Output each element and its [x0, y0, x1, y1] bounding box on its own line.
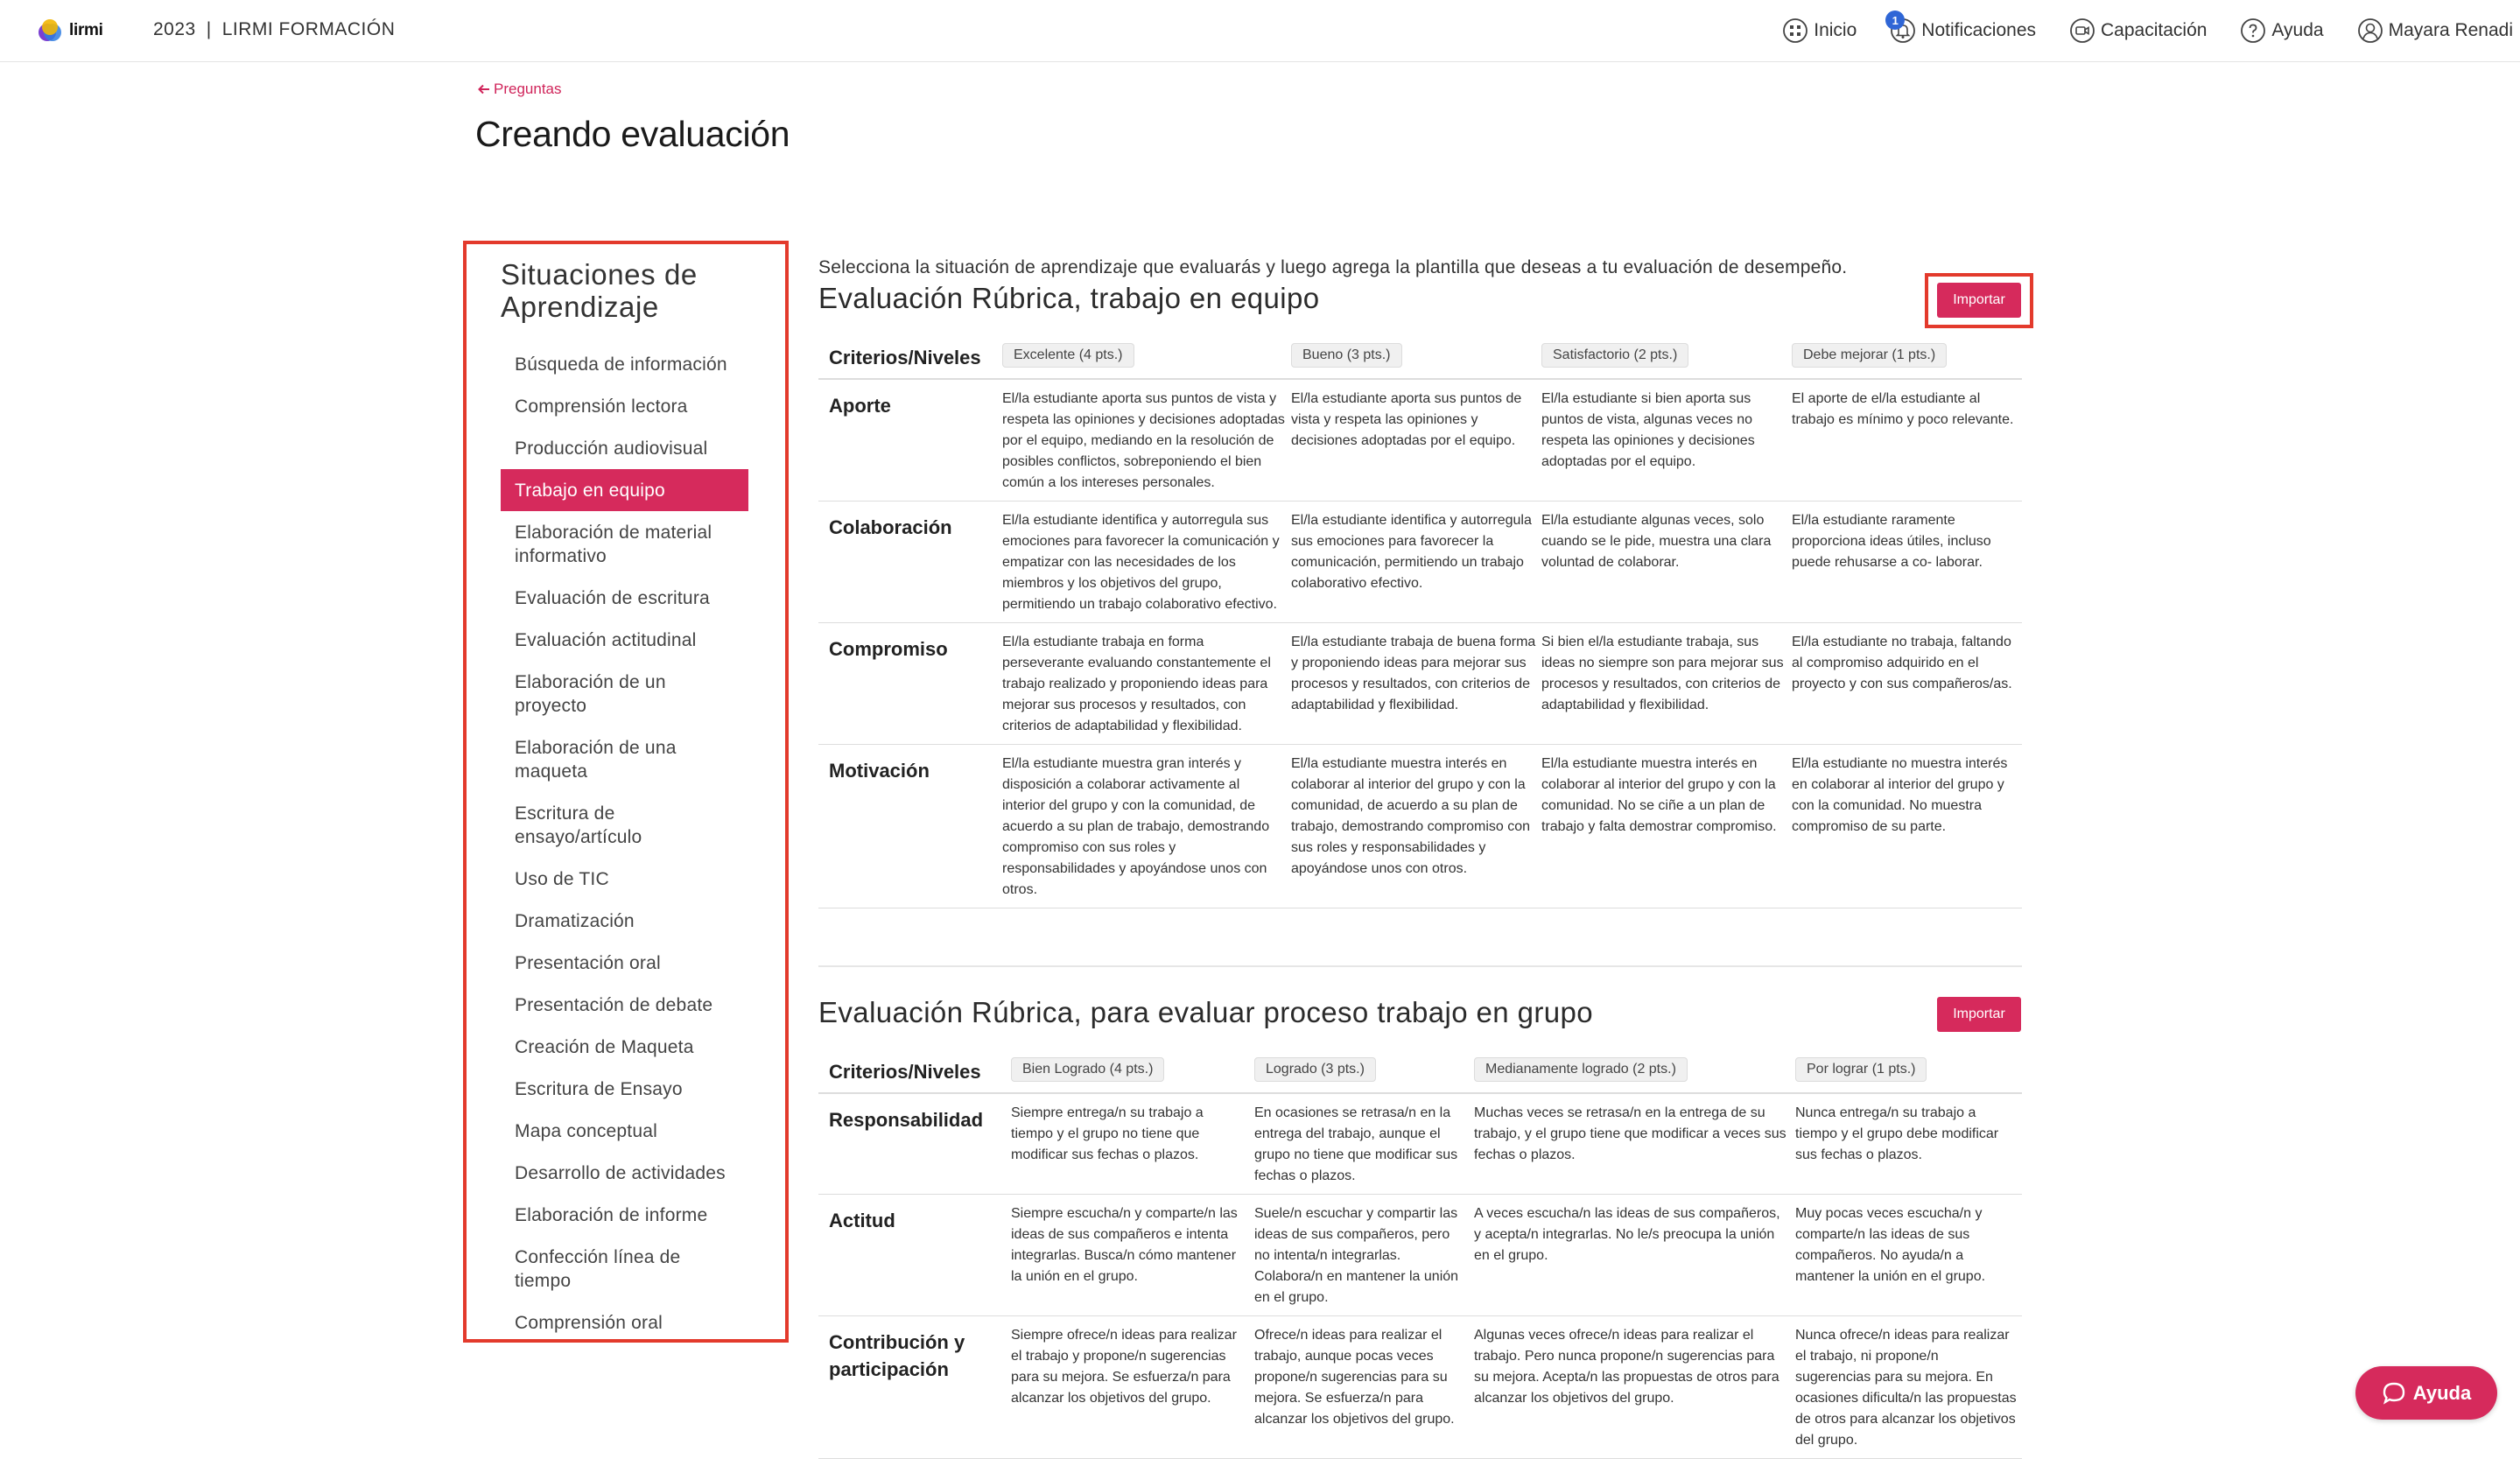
table-row: [818, 1093, 2022, 1195]
rubric-cell: El/la estudiante trabaja de buena forma y proponiendo ideas para mejorar sus procesos y resultados, con criterios de adaptabilidad y flexibilidad.: [1291, 623, 1541, 745]
level-header: [1795, 1057, 2022, 1093]
lirmi-logo[interactable]: [37, 16, 103, 46]
sidebar-list: [501, 343, 748, 1343]
sidebar-item[interactable]: Elaboración de informe: [515, 1205, 708, 1225]
rubric-cell: El/la estudiante muestra gran interés y disposición a colaborar activamente al interior del grupo y con la comunidad, de acuerdo a su plan de trabajo, demostrando compromiso con sus roles y responsabilidades y apoyándose unos con otros.: [1002, 745, 1291, 908]
notification-count-badge: 1: [1885, 11, 1905, 30]
rubric-cell: El/la estudiante identifica y autorregula sus emociones para favorecer la comunicación y empatizar con las necesidades de los miembros y los objetivos del grupo, permitiendo un trabajo colaborativo efectivo.: [1002, 502, 1291, 623]
nav-capacitacion-label: Capacitación: [2101, 20, 2208, 40]
rubric-cell: Algunas veces ofrece/n ideas para realizar el trabajo. Pero nunca propone/n sugerencias para su mejora. Acepta/n las propuestas de otros para alcanzar los objetivos del grupo.: [1474, 1316, 1795, 1459]
rubric-cell: El/la estudiante aporta sus puntos de vista y respeta las opiniones y decisiones adoptadas por el equipo, mediando en la resolución de posibles conflictos, sobreponiendo el bien común a los intereses personales.: [1002, 379, 1291, 502]
sidebar-item[interactable]: Evaluación actitudinal: [515, 630, 697, 650]
level-header: [1291, 343, 1541, 379]
sidebar-item[interactable]: Mapa conceptual: [515, 1121, 657, 1141]
nav-ayuda[interactable]: [2240, 18, 2323, 44]
video-icon: [2069, 18, 2095, 44]
rubric-header-row: [818, 1057, 2022, 1093]
grid-icon: [1782, 18, 1808, 44]
rubric-cell: El aporte de el/la estudiante al trabajo es mínimo y poco relevante.: [1792, 379, 2022, 502]
rubric-title: Evaluación Rúbrica, trabajo en equipo: [818, 282, 1320, 314]
sidebar-item[interactable]: Confección línea de tiempo: [515, 1247, 681, 1291]
sidebar-item[interactable]: Elaboración de una maqueta: [515, 738, 677, 782]
nav-inicio-label: Inicio: [1814, 20, 1857, 40]
rubric-header-row: [818, 343, 2022, 379]
help-chat-label: Ayuda: [2412, 1381, 2472, 1404]
help-chat-button[interactable]: [2355, 1366, 2497, 1420]
rubric-cell: Suele/n escuchar y compartir las ideas de sus compañeros, pero no intenta/n integrarlas. Colabora/n en mantener la unión en el grupo.: [1254, 1195, 1474, 1316]
org-breadcrumb: [153, 19, 395, 40]
level-pill: Excelente (4 pts.): [1002, 343, 1134, 368]
sidebar-item[interactable]: Elaboración de material informativo: [515, 523, 712, 566]
learning-situations-sidebar: [463, 241, 789, 1343]
user-name: Mayara Renadi: [2388, 20, 2513, 40]
back-link-preguntas[interactable]: [477, 81, 562, 98]
sidebar-item[interactable]: Búsqueda de información: [515, 354, 727, 375]
sidebar-item[interactable]: Producción audiovisual: [515, 438, 708, 459]
rubric-cell: Si bien el/la estudiante trabaja, sus ideas no siempre son para mejorar sus procesos y resultados, con criterios de adaptabilidad y flexibilidad.: [1541, 623, 1792, 745]
level-header: [1011, 1057, 1254, 1093]
rubric-cell: Siempre ofrece/n ideas para realizar el trabajo y propone/n sugerencias para su mejora. Se esfuerza/n para alcanzar los objetivos del grupo.: [1011, 1316, 1254, 1459]
nav-inicio[interactable]: [1782, 18, 1857, 44]
sidebar-item[interactable]: Dramatización: [515, 911, 635, 931]
rubric-cell: Muy pocas veces escucha/n y comparte/n las ideas de sus compañeros. No ayuda/n a mantener la unión en el grupo.: [1795, 1195, 2022, 1316]
rubric-cell: El/la estudiante algunas veces, solo cuando se le pide, muestra una clara voluntad de colaborar.: [1541, 502, 1792, 623]
level-header: [1541, 343, 1792, 379]
breadcrumb-separator: |: [206, 19, 212, 39]
logo-text: lirmi: [69, 21, 103, 39]
nav-user-menu[interactable]: [2357, 18, 2513, 44]
rubric-cell: El/la estudiante no trabaja, faltando al compromiso adquirido en el proyecto y con sus compañeros/as.: [1792, 623, 2022, 745]
chat-bubble-icon: [2382, 1381, 2406, 1406]
sidebar-item[interactable]: Presentación de debate: [515, 995, 713, 1015]
sidebar-item[interactable]: Creación de Maqueta: [515, 1037, 694, 1057]
level-pill: Debe mejorar (1 pts.): [1792, 343, 1947, 368]
sidebar-item[interactable]: Evaluación de escritura: [515, 588, 710, 608]
sidebar-title: Situaciones de Aprendizaje: [501, 258, 698, 323]
intro-text: Selecciona la situación de aprendizaje que evaluarás y luego agrega la plantilla que deseas a tu evaluación de desempeño.: [818, 257, 1848, 277]
rubric-cell: Muchas veces se retrasa/n en la entrega de su trabajo, y el grupo tiene que modificar a veces sus fechas o plazos.: [1474, 1093, 1795, 1195]
top-bar: [0, 0, 2520, 62]
criterion-label: Compromiso: [818, 623, 1002, 745]
criterion-label: Aporte: [818, 379, 1002, 502]
criteria-header: Criterios/Niveles: [818, 343, 1002, 379]
table-row: [818, 379, 2022, 502]
criteria-header: Criterios/Niveles: [818, 1057, 1011, 1093]
rubric-table: [818, 343, 2022, 908]
sidebar-item[interactable]: Escritura de Ensayo: [515, 1079, 683, 1099]
nav-capacitacion[interactable]: [2069, 18, 2207, 44]
criterion-label: Contribución y participación: [818, 1316, 1011, 1459]
rubric-cell: Nunca ofrece/n ideas para realizar el trabajo, ni propone/n sugerencias para su mejora. En ocasiones dificulta/n las propuestas de otros para alcanzar los objetivos del grupo.: [1795, 1316, 2022, 1459]
nav-ayuda-label: Ayuda: [2271, 20, 2324, 40]
rubric-title: Evaluación Rúbrica, para evaluar proceso trabajo en grupo: [818, 996, 1593, 1028]
level-pill: Logrado (3 pts.): [1254, 1057, 1376, 1082]
sidebar-item[interactable]: Comprensión oral: [515, 1313, 663, 1333]
rubric-cell: El/la estudiante aporta sus puntos de vista y respeta las opiniones y decisiones adoptadas por el equipo.: [1291, 379, 1541, 502]
level-pill: Medianamente logrado (2 pts.): [1474, 1057, 1688, 1082]
nav-notificaciones-label: Notificaciones: [1921, 20, 2037, 40]
sidebar-item[interactable]: Escritura de ensayo/artículo: [515, 803, 642, 847]
rubric-cell: El/la estudiante identifica y autorregula sus emociones para favorecer la comunicación, permitiendo un trabajo colaborativo efectivo.: [1291, 502, 1541, 623]
lirmi-logo-icon: [37, 18, 63, 44]
sidebar-item[interactable]: Presentación oral: [515, 953, 661, 973]
table-row: [818, 1316, 2022, 1459]
org-label: LIRMI FORMACIÓN: [221, 19, 396, 39]
table-row: [818, 502, 2022, 623]
rubric-cell: El/la estudiante muestra interés en colaborar al interior del grupo y con la comunidad, de acuerdo a su plan de trabajo, demostrando compromiso con sus roles y responsabilidades y apoyándose unos con otros.: [1291, 745, 1541, 908]
page-title: Creando evaluación: [475, 114, 790, 154]
criterion-label: Motivación: [818, 745, 1002, 908]
level-header: [1474, 1057, 1795, 1093]
rubric-cell: El/la estudiante raramente proporciona ideas útiles, incluso puede rehusarse a co- laborar.: [1792, 502, 2022, 623]
table-row: [818, 1195, 2022, 1316]
level-pill: Bien Logrado (4 pts.): [1011, 1057, 1164, 1082]
rubric-cell: Siempre entrega/n su trabajo a tiempo y el grupo no tiene que modificar sus fechas o plazos.: [1011, 1093, 1254, 1195]
import-button[interactable]: Importar: [1937, 283, 2021, 318]
level-header: [1254, 1057, 1474, 1093]
level-header: [1792, 343, 2022, 379]
rubric-table: [818, 1057, 2022, 1459]
arrow-left-icon: [477, 82, 491, 96]
sidebar-item[interactable]: Trabajo en equipo: [501, 469, 748, 511]
level-header: [1002, 343, 1291, 379]
rubric-cell: Siempre escucha/n y comparte/n las ideas de sus compañeros e intenta integrarlas. Busca/n cómo mantener la unión en el grupo.: [1011, 1195, 1254, 1316]
criterion-label: Colaboración: [818, 502, 1002, 623]
help-icon: [2240, 18, 2266, 44]
level-pill: Bueno (3 pts.): [1291, 343, 1402, 368]
rubric-cell: El/la estudiante trabaja en forma perseverante evaluando constantemente el trabajo realizado y proponiendo ideas para mejorar sus procesos y resultados, con criterios de adaptabilidad y flexibilidad.: [1002, 623, 1291, 745]
nav-notificaciones[interactable]: [1890, 13, 2037, 44]
rubric-cell: El/la estudiante no muestra interés en colaborar al interior del grupo y con la comunidad. No muestra compromiso de su parte.: [1792, 745, 2022, 908]
rubric-cell: Nunca entrega/n su trabajo a tiempo y el grupo debe modificar sus fechas o plazos.: [1795, 1093, 2022, 1195]
rubric-cell: El/la estudiante si bien aporta sus puntos de vista, algunas veces no respeta las opiniones y decisiones adoptadas por el equipo.: [1541, 379, 1792, 502]
top-nav: [1749, 12, 2513, 49]
criterion-label: Responsabilidad: [818, 1093, 1011, 1195]
rubric-cell: En ocasiones se retrasa/n en la entrega del trabajo, aunque el grupo no tiene que modificar sus fechas o plazos.: [1254, 1093, 1474, 1195]
level-pill: Satisfactorio (2 pts.): [1541, 343, 1688, 368]
rubric-cell: Ofrece/n ideas para realizar el trabajo, aunque pocas veces propone/n sugerencias para su mejora. Se esfuerza/n para alcanzar los objetivos del grupo.: [1254, 1316, 1474, 1459]
table-row: [818, 623, 2022, 745]
sidebar-item[interactable]: Elaboración de un proyecto: [515, 672, 666, 716]
level-pill: Por lograr (1 pts.): [1795, 1057, 1927, 1082]
table-row: [818, 745, 2022, 908]
user-avatar-icon: [2357, 18, 2383, 44]
rubric-cell: El/la estudiante muestra interés en colaborar al interior del grupo y con la comunidad. No se ciñe a un plan de trabajo y falta demostrar compromiso.: [1541, 745, 1792, 908]
import-button[interactable]: Importar: [1937, 997, 2021, 1032]
sidebar-item[interactable]: Desarrollo de actividades: [515, 1163, 726, 1183]
section-divider: [818, 965, 2022, 967]
sidebar-item[interactable]: Comprensión lectora: [515, 396, 688, 417]
rubric-cell: A veces escucha/n las ideas de sus compañeros, y acepta/n integrarlas. No le/s preocupa la unión en el grupo.: [1474, 1195, 1795, 1316]
criterion-label: Actitud: [818, 1195, 1011, 1316]
year-label: 2023: [153, 19, 196, 39]
back-link-label: Preguntas: [494, 81, 562, 97]
sidebar-item[interactable]: Uso de TIC: [515, 869, 609, 889]
